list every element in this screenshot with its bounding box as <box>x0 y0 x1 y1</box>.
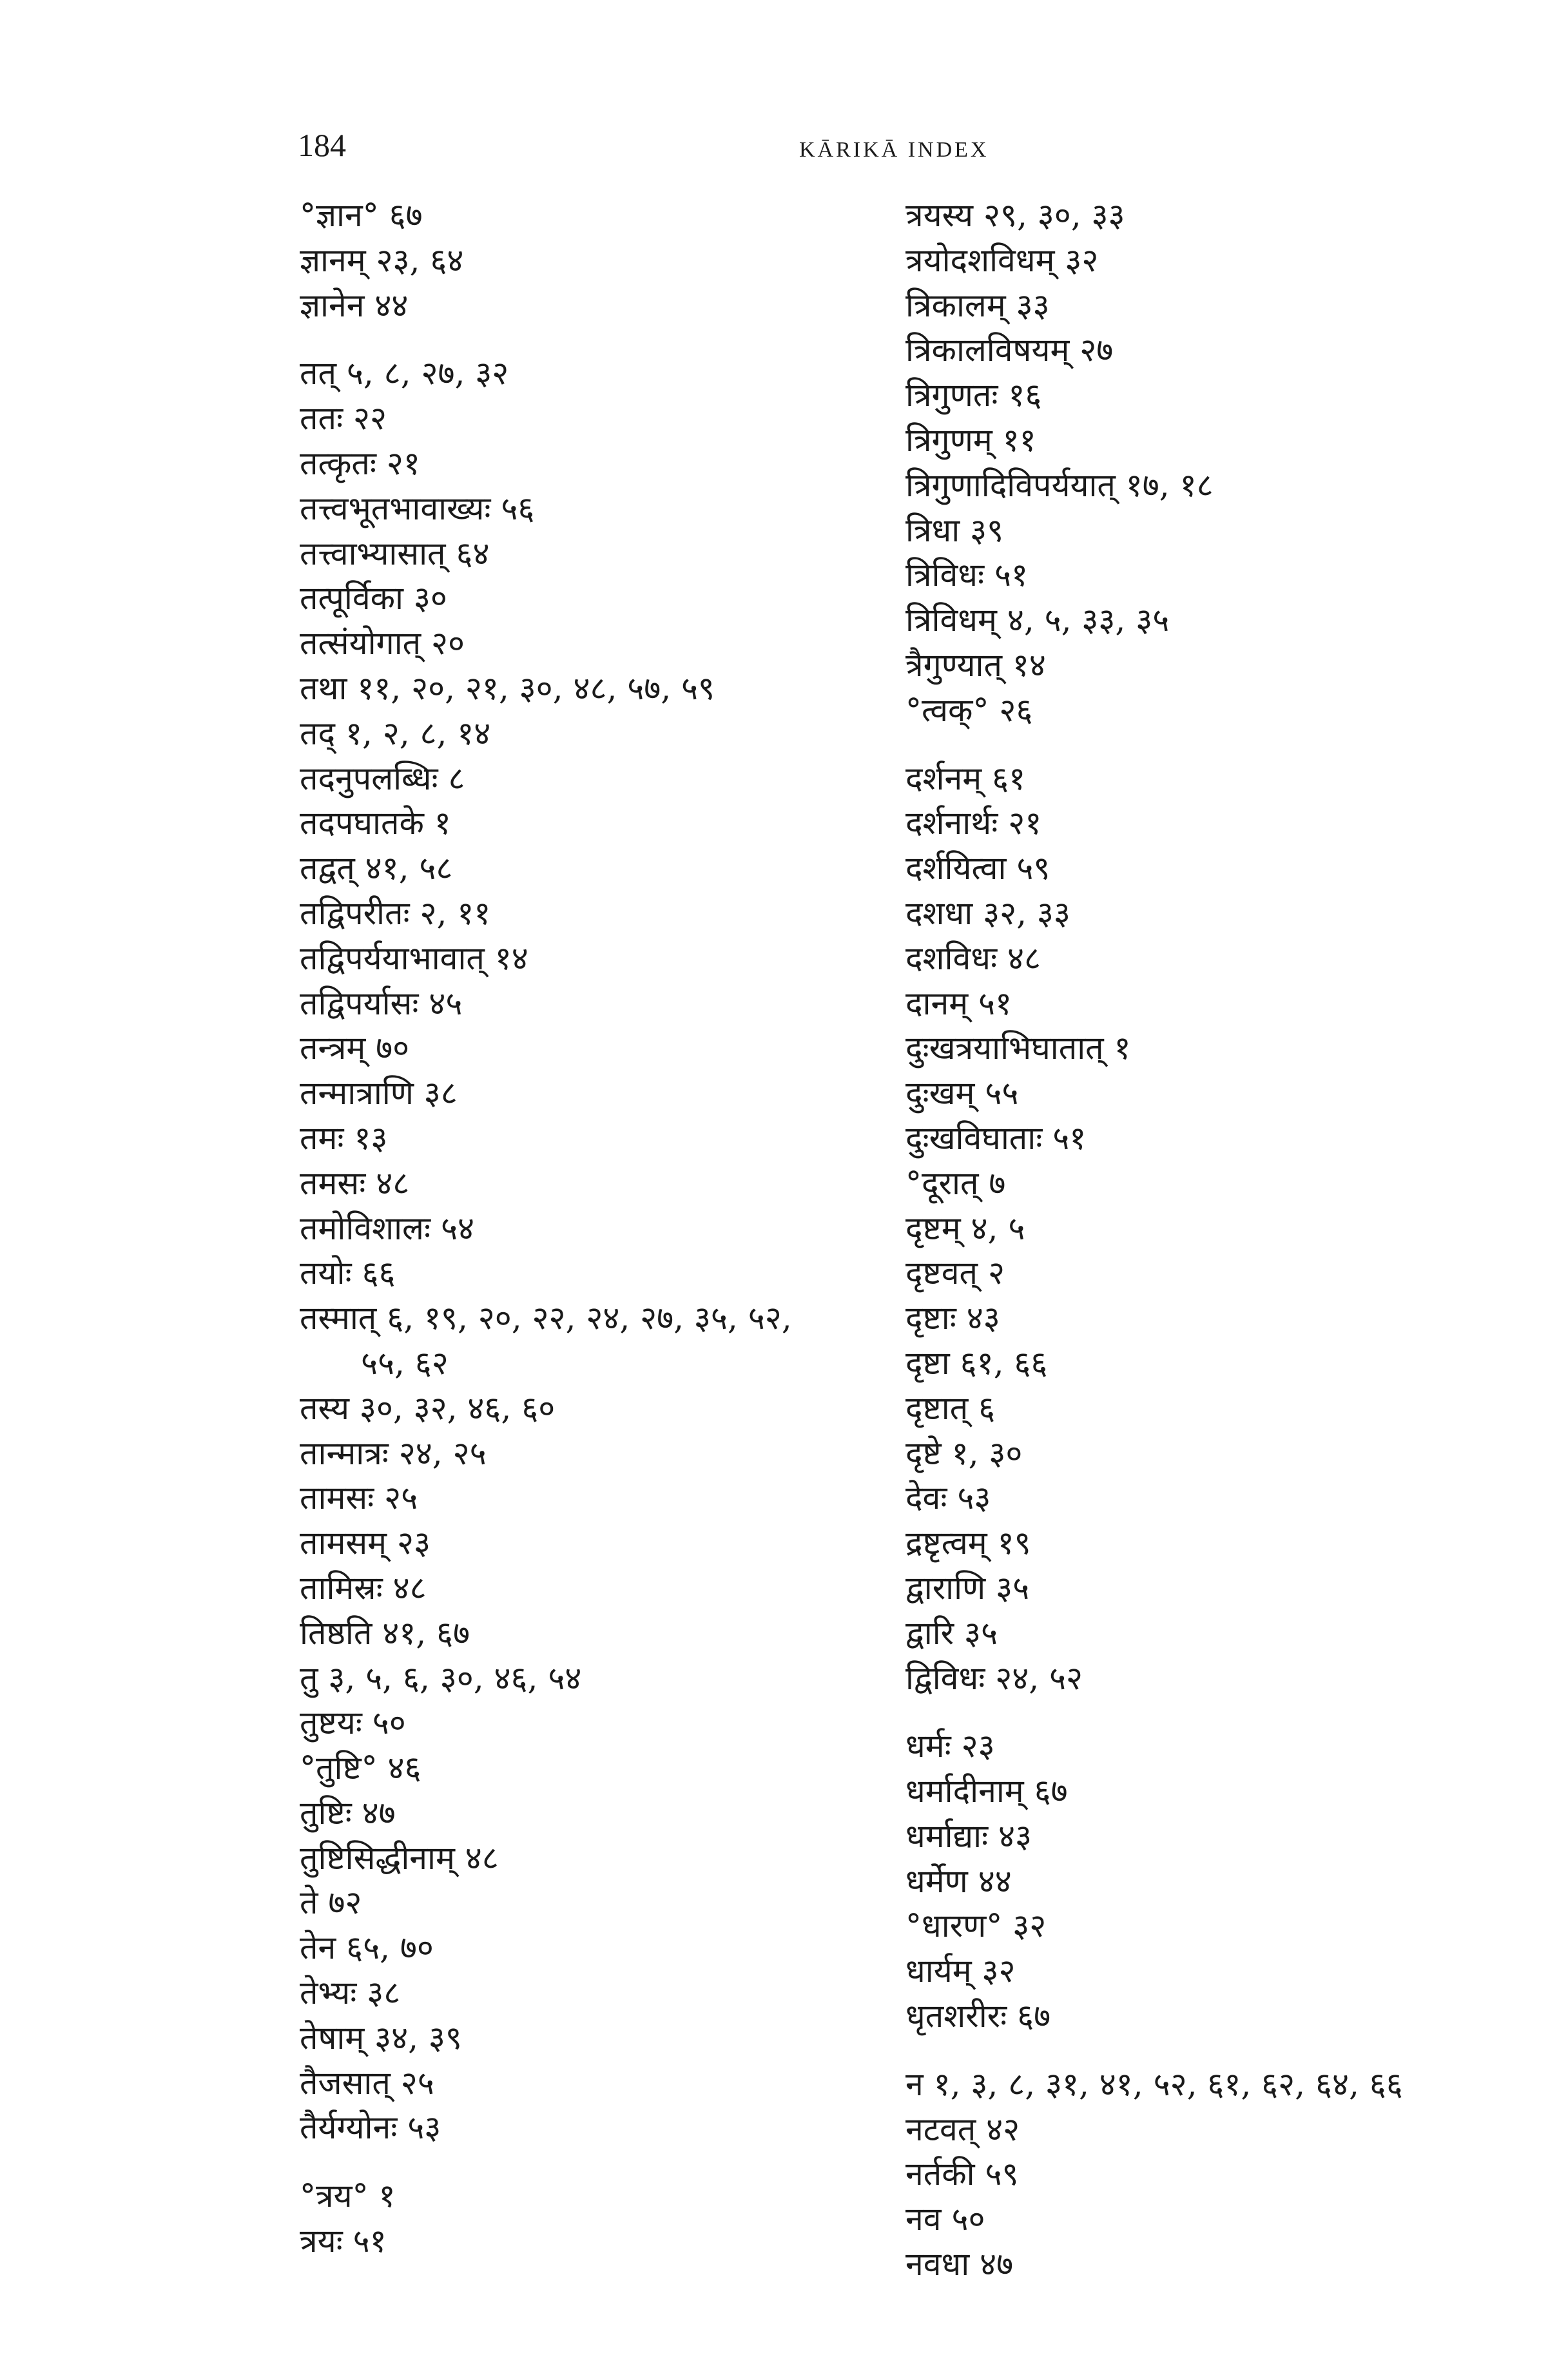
index-entry: त्रैगुण्यात् १४ <box>905 646 1046 684</box>
index-entry: द्रष्टृत्वम् १९ <box>905 1524 1031 1562</box>
index-entry: तद्वत् ४१, ५८ <box>300 849 453 887</box>
index-entry: तमः १३ <box>300 1119 388 1157</box>
index-entry: तुष्टिसिद्धीनाम् ४८ <box>300 1839 499 1877</box>
index-entry: ततः २२ <box>300 400 387 438</box>
index-entry: दृष्टे १, ३० <box>905 1434 1023 1472</box>
index-entry: त्रिकालविषयम् २७ <box>905 331 1114 369</box>
index-entry: तत् ५, ८, २७, ३२ <box>300 354 509 392</box>
index-entry: दुःखत्रयाभिघातात् १ <box>905 1029 1131 1067</box>
index-entry: दर्शनार्थः २१ <box>905 804 1042 842</box>
index-entry: नटवत् ४२ <box>905 2110 1020 2148</box>
index-entry: त्रिकालम् ३३ <box>905 286 1050 324</box>
index-entry: तुष्टिः ४७ <box>300 1794 396 1832</box>
index-entry: नव ५० <box>905 2200 985 2238</box>
index-entry: नवधा ४७ <box>905 2245 1014 2283</box>
index-entry: तदपघातके १ <box>300 804 451 842</box>
index-entry: °धारण° ३२ <box>905 1907 1047 1945</box>
index-entry: दृष्टाः ४३ <box>905 1299 1000 1337</box>
index-entry: तैजसात् २५ <box>300 2064 434 2102</box>
index-entry: तत्संयोगात् २० <box>300 625 465 663</box>
index-entry: दृष्टम् ४, ५ <box>905 1209 1025 1247</box>
index-entry: त्रिगुणतः १६ <box>905 376 1042 414</box>
index-entry: तन्त्रम् ७० <box>300 1029 410 1067</box>
index-entry: ज्ञानम् २३, ६४ <box>300 241 464 279</box>
index-entry: त्रिधा ३९ <box>905 511 1004 549</box>
index-entry: तद्विपरीतः २, ११ <box>300 894 491 932</box>
index-entry: दृष्टात् ६ <box>905 1389 996 1427</box>
index-entry: त्रिविधम् ४, ५, ३३, ३५ <box>905 601 1170 639</box>
index-entry: तेभ्यः ३८ <box>300 1974 401 2012</box>
index-entry: देवः ५३ <box>905 1479 991 1517</box>
index-entry: त्रिगुणम् ११ <box>905 421 1036 459</box>
index-entry: दृष्टा ६१, ६६ <box>905 1344 1048 1382</box>
index-entry: द्वाराणि ३५ <box>905 1569 1030 1607</box>
index-entry: तामसम् २३ <box>300 1524 431 1562</box>
index-entry: तद् १, २, ८, १४ <box>300 714 491 752</box>
index-entry: त्रिगुणादिविपर्ययात् १७, १८ <box>905 466 1214 504</box>
index-entry: दानम् ५१ <box>905 984 1012 1022</box>
index-entry: तत्त्वभूतभावाख्यः ५६ <box>300 489 535 527</box>
index-entry: द्वारि ३५ <box>905 1614 998 1652</box>
index-entry: दर्शयित्वा ५९ <box>905 849 1050 887</box>
index-entry: तैर्यग्योनः ५३ <box>300 2109 441 2147</box>
index-entry: तमसः ४८ <box>300 1164 410 1202</box>
index-entry: तस्य ३०, ३२, ४६, ६० <box>300 1389 556 1427</box>
index-entry: तु ३, ५, ६, ३०, ४६, ५४ <box>300 1659 582 1697</box>
index-entry: दशविधः ४८ <box>905 939 1041 977</box>
index-entry: तथा ११, २०, २१, ३०, ४८, ५७, ५९ <box>300 669 715 707</box>
index-entry: नर्तकी ५९ <box>905 2155 1019 2193</box>
index-entry: तयोः ६६ <box>300 1254 396 1292</box>
index-entry: तदनुपलब्धिः ८ <box>300 759 465 797</box>
running-head: KĀRIKĀ INDEX <box>799 138 989 162</box>
index-entry: तमोविशालः ५४ <box>300 1209 474 1247</box>
index-entry: ज्ञानेन ४४ <box>300 286 409 324</box>
index-entry: द्विविधः २४, ५२ <box>905 1659 1083 1697</box>
index-entry: तामिस्रः ४८ <box>300 1569 427 1607</box>
index-entry: ते ७२ <box>300 1884 362 1922</box>
index-entry: तद्विपर्यासः ४५ <box>300 984 463 1022</box>
index-column-left <box>300 193 944 2264</box>
index-entry: धर्मेण ४४ <box>905 1862 1012 1900</box>
index-entry: °त्रय° १ <box>300 2177 396 2215</box>
index-entry: त्रयः ५१ <box>300 2222 387 2260</box>
index-entry: दुःखम् ५५ <box>905 1074 1019 1112</box>
index-entry: °ज्ञान° ६७ <box>300 197 423 234</box>
index-entry: तिष्ठति ४१, ६७ <box>300 1614 470 1652</box>
index-entry: तान्मात्रः २४, २५ <box>300 1434 487 1472</box>
index-entry: दशधा ३२, ३३ <box>905 894 1070 932</box>
index-entry: तेषाम् ३४, ३९ <box>300 2019 462 2057</box>
index-column-right <box>905 193 1524 2287</box>
index-entry: तत्त्वाभ्यासात् ६४ <box>300 534 490 572</box>
index-entry: त्रयोदशविधम् ३२ <box>905 241 1099 279</box>
index-entry: दृष्टवत् २ <box>905 1254 1005 1292</box>
page-number: 184 <box>298 127 346 163</box>
index-entry: त्रिविधः ५१ <box>905 556 1029 594</box>
index-entry: दुःखविघाताः ५१ <box>905 1119 1087 1157</box>
index-entry: धर्मादीनाम् ६७ <box>905 1772 1068 1810</box>
index-entry: धर्माद्याः ४३ <box>905 1817 1032 1855</box>
index-entry: ५५, ६२ <box>361 1344 449 1382</box>
index-entry: तस्मात् ६, १९, २०, २२, २४, २७, ३५, ५२, <box>300 1299 792 1337</box>
index-entry: तद्विपर्ययाभावात् १४ <box>300 939 528 977</box>
index-entry: धर्मः २३ <box>905 1727 995 1765</box>
index-entry: न १, ३, ८, ३१, ४१, ५२, ६१, ६२, ६४, ६६ <box>905 2065 1403 2103</box>
index-entry: °त्वक्° २६ <box>905 691 1033 729</box>
index-entry: तत्कृतः २१ <box>300 444 420 482</box>
index-entry: तत्पूर्विका ३० <box>300 579 447 617</box>
index-entry: धार्यम् ३२ <box>905 1952 1016 1990</box>
index-entry: त्रयस्य २९, ३०, ३३ <box>905 197 1125 234</box>
index-entry: °दूरात् ७ <box>905 1164 1006 1202</box>
index-entry: तामसः २५ <box>300 1479 418 1517</box>
index-entry: दर्शनम् ६१ <box>905 759 1026 797</box>
index-entry: तन्मात्राणि ३८ <box>300 1074 458 1112</box>
index-entry: °तुष्टि° ४६ <box>300 1749 421 1787</box>
index-entry: तुष्टयः ५० <box>300 1704 406 1742</box>
index-entry: धृतशरीरः ६७ <box>905 1997 1051 2035</box>
index-entry: तेन ६५, ७० <box>300 1929 434 1967</box>
